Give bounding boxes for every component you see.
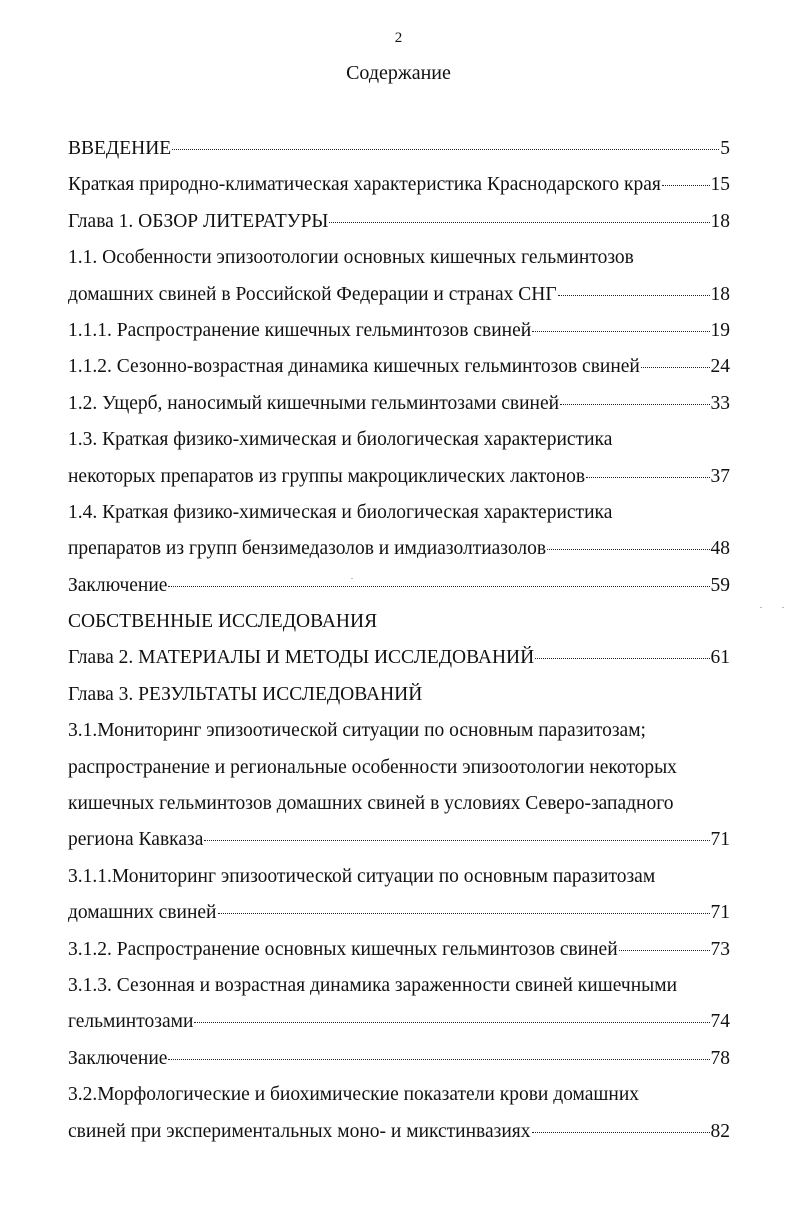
- toc-entry-page: 5: [720, 138, 730, 159]
- toc-entry-page: 37: [710, 465, 730, 487]
- toc-entry-1-4[interactable]: [68, 531, 730, 567]
- toc-entry-3-2-line1[interactable]: 3.2.Морфологические и биохимические показатели крови домашних: [68, 1084, 640, 1106]
- toc-entry-page: 18: [710, 283, 730, 305]
- toc-entry-title: региона Кавказа: [68, 829, 204, 851]
- toc-heading-own-research[interactable]: СОБСТВЕННЫЕ ИССЛЕДОВАНИЯ: [68, 611, 378, 633]
- toc-entry-title: свиней при экспериментальных моно- и микстинвазиях: [68, 1120, 531, 1142]
- toc-entry-title: Глава 2. МАТЕРИАЛЫ И МЕТОДЫ ИССЛЕДОВАНИЙ: [68, 647, 535, 669]
- toc-entry-page: 48: [710, 538, 730, 560]
- toc-entry-title: ВВЕДЕНИЕ: [68, 138, 172, 159]
- toc-entry-page: 74: [710, 1011, 730, 1033]
- toc-entry-3-1-line1[interactable]: 3.1.Мониторинг эпизоотической ситуации по основным паразитозам;: [68, 720, 646, 742]
- toc-entry-3-1-3[interactable]: [68, 1004, 730, 1040]
- toc-heading-chapter-3[interactable]: Глава 3. РЕЗУЛЬТАТЫ ИССЛЕДОВАНИЙ: [68, 683, 423, 705]
- toc-entry-title: 3.1.2. Распространение основных кишечных гельминтозов свиней: [68, 938, 618, 960]
- toc-entry-page: 82: [710, 1120, 730, 1142]
- toc-entry-1-1-line1[interactable]: 1.1. Особенности эпизоотологии основных кишечных гельминтозов: [68, 247, 634, 269]
- toc-entry-1-1-2[interactable]: [68, 349, 730, 385]
- toc-entry-3-1-line3[interactable]: кишечных гельминтозов домашних свиней в условиях Северо-западного: [68, 793, 674, 815]
- dot-leader: [662, 185, 710, 186]
- toc-entry-title: Заключение: [68, 574, 168, 596]
- toc-entry-page: 73: [710, 938, 730, 960]
- toc-entry-title: гельминтозами: [68, 1011, 194, 1033]
- dot-leader: [641, 367, 710, 368]
- toc-entry-page: 59: [710, 574, 730, 596]
- dot-leader: [168, 1059, 709, 1060]
- toc-entry-page: 15: [710, 174, 730, 196]
- toc-entry-1-4-line1[interactable]: 1.4. Краткая физико-химическая и биологическая характеристика: [68, 501, 613, 523]
- page-title: Содержание: [346, 62, 451, 84]
- toc-entry-page: 71: [710, 902, 730, 924]
- toc-entry-chapter-1[interactable]: [68, 204, 730, 240]
- toc-entry-1-1-1[interactable]: [68, 313, 730, 349]
- table-of-contents: [68, 131, 730, 1150]
- dot-leader: [329, 222, 709, 223]
- dot-leader: [558, 295, 710, 296]
- scan-speck: [782, 607, 784, 608]
- toc-entry-title: 1.1.2. Сезонно-возрастная динамика кишечных гельминтозов свиней: [68, 356, 640, 378]
- dot-leader: [535, 658, 709, 659]
- toc-entry-3-1-1-line1[interactable]: 3.1.1.Мониторинг эпизоотической ситуации по основным паразитозам: [68, 865, 656, 887]
- toc-entry-page: 18: [710, 210, 730, 232]
- toc-entry-page: 78: [710, 1047, 730, 1069]
- dot-leader: [560, 404, 709, 405]
- toc-entry-1-1[interactable]: [68, 277, 730, 313]
- toc-entry-introduction[interactable]: [68, 131, 730, 167]
- scan-speck: [351, 578, 353, 579]
- toc-entry-conclusion-1[interactable]: [68, 568, 730, 604]
- toc-entry-page: 33: [710, 392, 730, 414]
- dot-leader: [547, 549, 709, 550]
- toc-entry-3-1-3-line1[interactable]: 3.1.3. Сезонная и возрастная динамика зараженности свиней кишечными: [68, 974, 678, 996]
- toc-entry-chapter-2[interactable]: [68, 640, 730, 676]
- toc-entry-page: 24: [710, 356, 730, 378]
- toc-entry-1-3-line1[interactable]: 1.3. Краткая физико-химическая и биологическая характеристика: [68, 429, 613, 451]
- toc-entry-3-1-line2[interactable]: распространение и региональные особенности эпизоотологии некоторых: [68, 756, 677, 778]
- toc-entry-3-2[interactable]: [68, 1114, 730, 1150]
- dot-leader: [172, 149, 719, 150]
- toc-entry-title: 1.2. Ущерб, наносимый кишечными гельминтозами свиней: [68, 392, 560, 414]
- dot-leader: [194, 1022, 709, 1023]
- toc-entry-title: Заключение: [68, 1047, 168, 1069]
- toc-entry-page: 71: [710, 829, 730, 851]
- dot-leader: [218, 913, 710, 914]
- toc-entry-conclusion-2[interactable]: [68, 1041, 730, 1077]
- dot-leader: [619, 950, 710, 951]
- toc-entry-title: домашних свиней: [68, 902, 217, 924]
- toc-entry-page: 19: [710, 319, 730, 341]
- toc-entry-page: 61: [710, 647, 730, 669]
- toc-entry-3-1-2[interactable]: [68, 932, 730, 968]
- page-number: 2: [394, 30, 403, 46]
- toc-entry-title: препаратов из групп бензимедазолов и имдиазолтиазолов: [68, 538, 547, 560]
- toc-entry-title: 1.1.1. Распространение кишечных гельминтозов свиней: [68, 319, 532, 341]
- toc-entry-title: домашних свиней в Российской Федерации и странах СНГ: [68, 283, 557, 305]
- toc-entry-3-1-1[interactable]: [68, 895, 730, 931]
- toc-entry-climate[interactable]: [68, 167, 730, 203]
- scan-speck: [760, 607, 762, 608]
- dot-leader: [586, 477, 709, 478]
- dot-leader: [532, 1132, 710, 1133]
- toc-entry-title: Глава 1. ОБЗОР ЛИТЕРАТУРЫ: [68, 210, 329, 232]
- dot-leader: [532, 331, 709, 332]
- toc-entry-title: Краткая природно-климатическая характеристика Краснодарского края: [68, 174, 661, 196]
- dot-leader: [168, 586, 709, 587]
- toc-entry-1-3[interactable]: [68, 459, 730, 495]
- toc-entry-title: некоторых препаратов из группы макроциклических лактонов: [68, 465, 586, 487]
- dot-leader: [204, 840, 709, 841]
- toc-entry-1-2[interactable]: [68, 386, 730, 422]
- toc-entry-3-1[interactable]: [68, 822, 730, 858]
